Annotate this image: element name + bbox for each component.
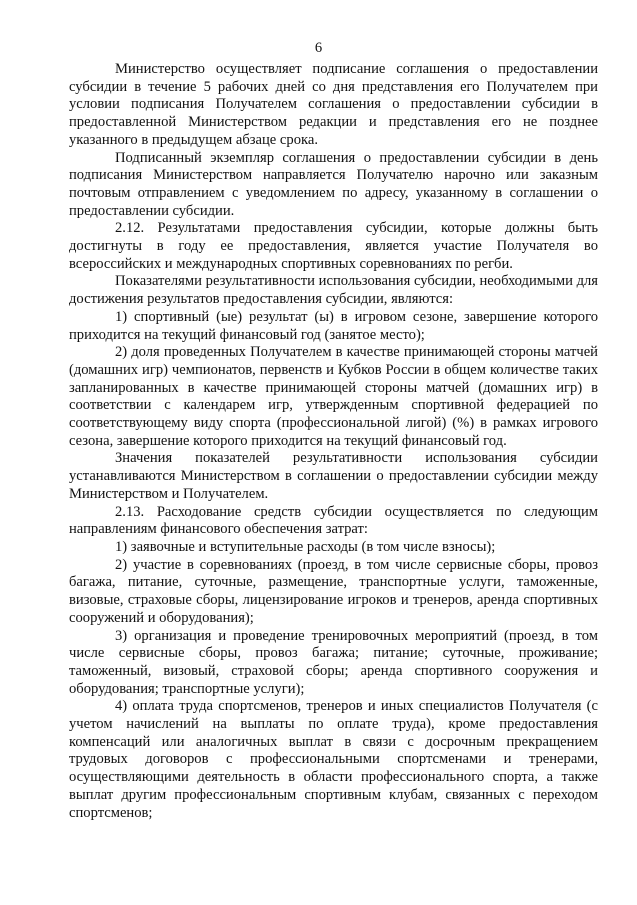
paragraph-signed-copy: Подписанный экземпляр соглашения о предоставлении субсидии в день подписания Министерством направляется Получателю нарочно или заказным почтовым отправлением с уведомлением по адресу, указанному в соглашении о предоставлении субсидии.	[69, 149, 598, 219]
document-body	[69, 61, 598, 822]
paragraph-indicators-intro: Показателями результативности использования субсидии, необходимыми для достижения результатов предоставления субсидии, являются:	[69, 273, 598, 308]
list-item-indicator-2: 2) доля проведенных Получателем в качестве принимающей стороны матчей (домашних игр) чемпионатов, первенств и Кубков России в общем количестве таких запланированных в качестве принимающей стороны матчей (домашних игр) в соответствии с календарем игр, утвержденным спортивной федерацией по соответствующему виду спорта (профессиональной лигой) (%) в рамках игрового сезона, завершение которого приходится на текущий финансовый год.	[69, 344, 598, 449]
paragraph-2-12-results: 2.12. Результатами предоставления субсидии, которые должны быть достигнуты в году ее предоставления, является участие Получателя во всероссийских и международных спортивных соревнованиях по регби.	[69, 220, 598, 272]
paragraph-2-13-spending: 2.13. Расходование средств субсидии осуществляется по следующим направлениям финансового обеспечения затрат:	[69, 503, 598, 538]
list-item-expense-4: 4) оплата труда спортсменов, тренеров и иных специалистов Получателя (с учетом начислений на выплаты по оплате труда), кроме предоставления компенсаций или аналогичных выплат в связи с досрочным прекращением трудовых договоров с профессиональными спортсменами и тренерами, осуществляющими деятельность в области профессионального спорта, а также выплат другим профессиональным спортивным клубам, связанных с переходом спортсменов;	[69, 698, 598, 821]
paragraph-signing-term: Министерство осуществляет подписание соглашения о предоставлении субсидии в течение 5 рабочих дней со дня представления его Получателем при условии подписания Получателем соглашения о предоставлении субсидии в предоставленной Министерством редакции и представления его не позднее указанного в предыдущем абзаце срока.	[69, 61, 598, 148]
list-item-indicator-1: 1) спортивный (ые) результат (ы) в игровом сезоне, завершение которого приходится на текущий финансовый год (занятое место);	[69, 308, 598, 343]
list-item-expense-1: 1) заявочные и вступительные расходы (в том числе взносы);	[115, 538, 496, 555]
paragraph-indicator-values: Значения показателей результативности использования субсидии устанавливаются Министерством в соглашении о предоставлении субсидии между Министерством и Получателем.	[69, 450, 598, 502]
list-item-expense-2: 2) участие в соревнованиях (проезд, в том числе сервисные сборы, провоз багажа, питание, суточные, размещение, транспортные услуги, таможенные, визовые, страховые сборы, лицензирование игроков и тренеров, аренда спортивных сооружений и оборудования);	[69, 556, 598, 626]
list-item-expense-3: 3) организация и проведение тренировочных мероприятий (проезд, в том числе сервисные сборы, провоз багажа; питание; суточные, проживание; таможенный, визовый, страховой сборы; аренда спортивного сооружения и оборудования; транспортные услуги);	[69, 627, 598, 697]
page-number: 6	[314, 40, 323, 56]
